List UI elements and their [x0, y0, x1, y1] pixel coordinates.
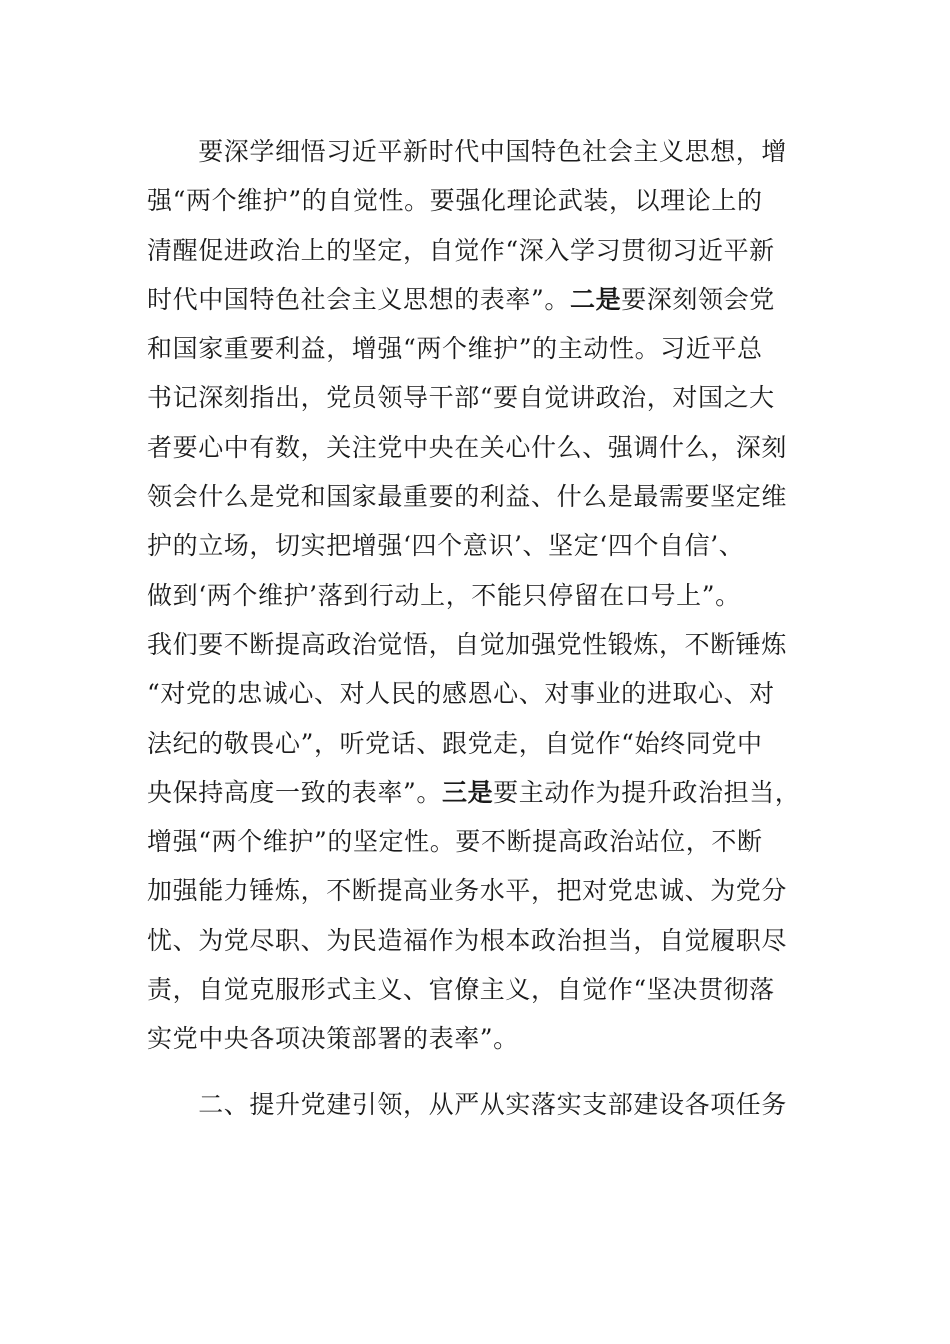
text-segment: 法纪的敬畏心”，听党话、跟党走，自觉作“始终同党中	[147, 728, 763, 758]
text-line	[147, 423, 807, 472]
emphasis-text: 三是	[441, 777, 494, 807]
text-segment: 责，自觉克服形式主义、官僚主义，自觉作“坚决贯彻落	[147, 975, 775, 1005]
text-segment: “对党的忠诚心、对人民的感恩心、对事业的进取心、对	[147, 679, 775, 709]
text-line	[147, 768, 807, 817]
text-line	[147, 866, 807, 915]
text-line	[147, 817, 807, 866]
text-segment: 领会什么是党和国家最重要的利益、什么是最需要坚定维	[147, 482, 788, 512]
section-heading	[147, 1080, 807, 1129]
text-segment: 者要心中有数，关注党中央在关心什么、强调什么，深刻	[147, 432, 788, 462]
text-segment: 加强能力锤炼，不断提高业务水平，把对党忠诚、为党分	[147, 876, 788, 906]
text-segment: 要深刻领会党	[621, 284, 775, 314]
text-segment: 忧、为党尽职、为民造福作为根本政治担当，自觉履职尽	[147, 925, 788, 955]
text-segment: 书记深刻指出，党员领导干部“要自觉讲政治，对国之大	[147, 383, 775, 413]
text-line	[147, 916, 807, 965]
text-line	[147, 324, 807, 373]
text-line	[147, 965, 807, 1014]
text-line	[147, 275, 807, 324]
text-segment: 要深学细悟习近平新时代中国特色社会主义思想，增	[147, 137, 788, 166]
body-paragraph	[147, 127, 807, 1064]
text-line	[147, 373, 807, 422]
emphasis-text: 二是	[569, 284, 622, 314]
text-segment: 我们要不断提高政治觉悟，自觉加强党性锻炼，不断锤炼	[147, 629, 788, 659]
text-line	[147, 719, 807, 768]
text-line	[147, 226, 807, 275]
text-line	[147, 620, 807, 669]
text-line	[147, 571, 807, 620]
text-line	[147, 669, 807, 718]
text-segment: 护的立场，切实把增强‘四个意识’、坚定‘四个自信’、	[147, 531, 745, 561]
text-segment: 增强“两个维护”的坚定性。要不断提高政治站位，不断	[147, 827, 763, 857]
text-segment: 实党中央各项决策部署的表率”。	[147, 1024, 519, 1054]
text-segment: 要主动作为提升政治担当，	[493, 777, 801, 807]
text-line	[147, 472, 807, 521]
text-line	[147, 1014, 807, 1063]
text-segment: 二、提升党建引领，从严从实落实支部建设各项任务	[147, 1090, 788, 1119]
text-line	[147, 1080, 807, 1129]
text-segment: 清醒促进政治上的坚定，自觉作“深入学习贯彻习近平新	[147, 235, 775, 265]
text-segment: 时代中国特色社会主义思想的表率”。	[147, 284, 570, 314]
text-segment: 强“两个维护”的自觉性。要强化理论武装，以理论上的	[147, 186, 763, 216]
text-segment: 央保持高度一致的表率”。	[147, 777, 442, 807]
text-line	[147, 127, 807, 176]
text-segment: 做到‘两个维护’落到行动上，不能只停留在口号上”。	[147, 580, 741, 610]
text-segment: 和国家重要利益，增强“两个维护”的主动性。习近平总	[147, 334, 763, 364]
text-line	[147, 176, 807, 225]
text-line	[147, 521, 807, 570]
